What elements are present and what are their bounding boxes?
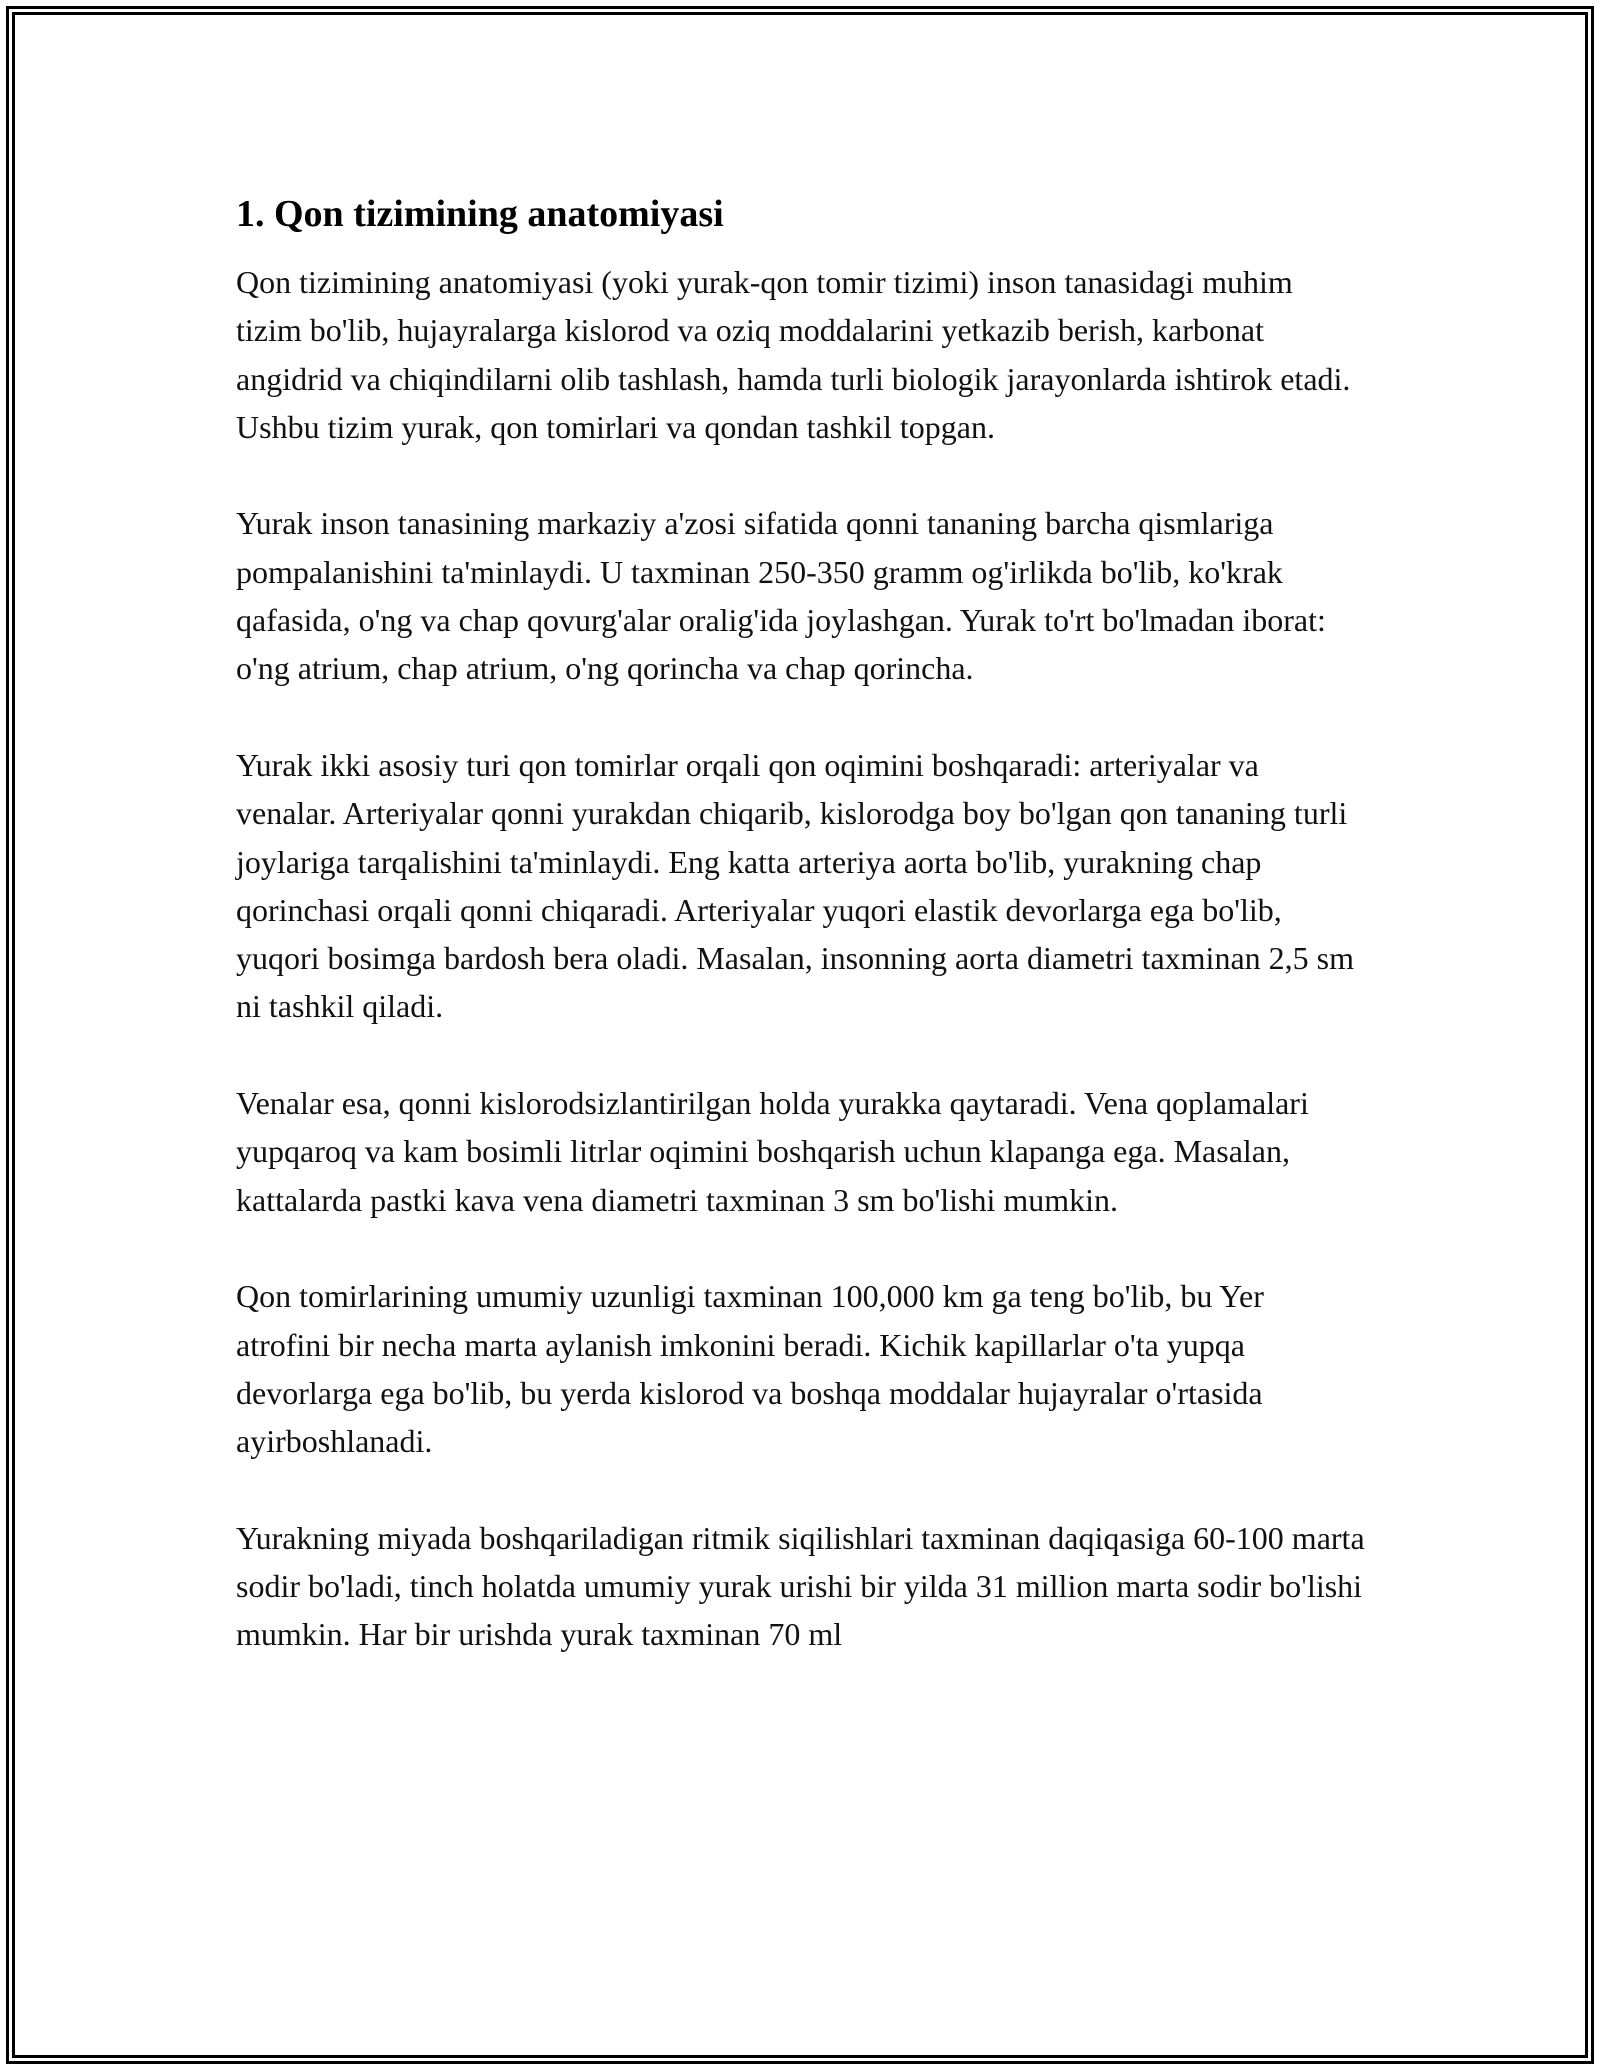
paragraph-arteries: Yurak ikki asosiy turi qon tomirlar orqali qon oqimini boshqaradi: arteriyalar va venalar. Arteriyalar qonni yurakdan chiqarib, kislorodga boy bo'lgan qon tananing turli joylariga tarqalishini ta'minlaydi. Eng katta arteriya aorta bo'lib, yurakning chap qorinchasi orqali qonni chiqaradi. Arteriyalar yuqori elastik devorlarga ega bo'lib, yuqori bosimga bardosh bera oladi. Masalan, insonning aorta diametri taxminan 2,5 sm ni tashkil qiladi.	[236, 746, 1354, 1025]
paragraph-heart-rate: Yurakning miyada boshqariladigan ritmik siqilishlari taxminan daqiqasiga 60-100 marta sodir bo'ladi, tinch holatda umumiy yurak urishi bir yilda 31 million marta sodir bo'lishi mumkin. Har bir urishda yurak taxminan 70 ml	[236, 1519, 1365, 1653]
document-body	[236, 188, 1366, 1707]
paragraph-heart: Yurak inson tanasining markaziy a'zosi sifatida qonni tananing barcha qismlariga pompalanishini ta'minlaydi. U taxminan 250-350 gramm og'irlikda bo'lib, ko'krak qafasida, o'ng va chap qovurg'alar oralig'ida joylashgan. Yurak to'rt bo'lmadan iborat: o'ng atrium, chap atrium, o'ng qorincha va chap qorincha.	[236, 505, 1326, 687]
paragraph-vessel-length: Qon tomirlarining umumiy uzunligi taxminan 100,000 km ga teng bo'lib, bu Yer atrofini bir necha marta aylanish imkonini beradi. Kichik kapillarlar o'ta yupqa devorlarga ega bo'lib, bu yerda kislorod va boshqa moddalar hujayralar o'rtasida ayirboshlanadi.	[236, 1278, 1264, 1460]
section-heading: 1. Qon tizimining anatomiyasi	[236, 193, 724, 235]
paragraph-veins: Venalar esa, qonni kislorodsizlantirilgan holda yurakka qaytaradi. Vena qoplamalari yupqaroq va kam bosimli litrlar oqimini boshqarish uchun klapanga ega. Masalan, kattalarda pastki kava vena diametri taxminan 3 sm bo'lishi mumkin.	[236, 1085, 1309, 1218]
paragraph-intro: Qon tizimining anatomiyasi (yoki yurak-qon tomir tizimi) inson tanasidagi muhim tizim bo'lib, hujayralarga kislorod va oziq moddalarini yetkazib berish, karbonat angidrid va chiqindilarni olib tashlash, hamda turli biologik jarayonlarda ishtirok etadi. Ushbu tizim yurak, qon tomirlari va qondan tashkil topgan.	[236, 264, 1351, 445]
